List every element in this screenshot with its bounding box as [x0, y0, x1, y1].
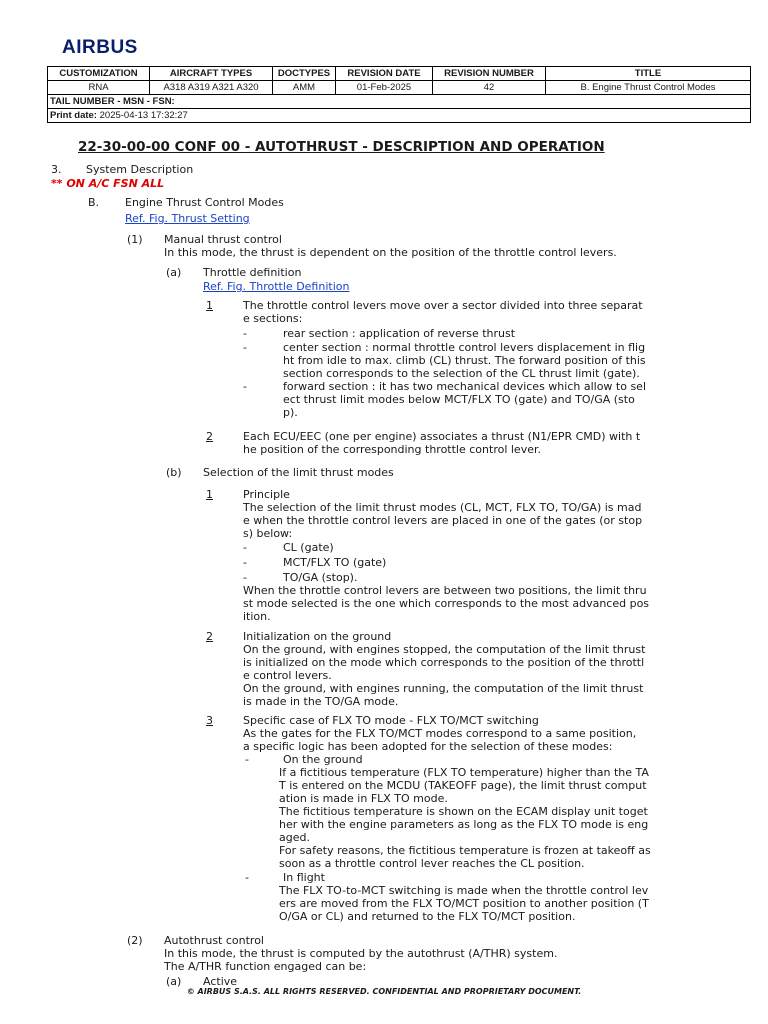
- body-text: e when the throttle control levers are placed in one of the gates (or stop: [243, 514, 643, 527]
- step-number: 2: [206, 630, 213, 643]
- bullet-dash: -: [243, 571, 247, 584]
- bullet-dash: -: [245, 871, 249, 884]
- item-heading: Autothrust control: [164, 934, 264, 947]
- step-heading: Specific case of FLX TO mode - FLX TO/MCT switching: [243, 714, 539, 727]
- body-text: On the ground: [283, 753, 363, 766]
- subitem-heading: Selection of the limit thrust modes: [203, 466, 394, 479]
- body-text: CL (gate): [283, 541, 334, 554]
- body-text: e control levers.: [243, 669, 332, 682]
- body-text: he position of the corresponding throttle control lever.: [243, 443, 541, 456]
- body-text: ht from idle to max. climb (CL) thrust. The forward position of this: [283, 354, 646, 367]
- print-date-row: [48, 109, 751, 123]
- body-text: her with the engine parameters as long as the FLX TO mode is eng: [279, 818, 649, 831]
- body-text: aged.: [279, 831, 310, 844]
- body-text: T is entered on the MCDU (TAKEOFF page), the limit thrust comput: [279, 779, 647, 792]
- section-number: 3.: [51, 163, 62, 176]
- paragraph-heading: Engine Thrust Control Modes: [125, 196, 284, 209]
- body-text: The selection of the limit thrust modes (CL, MCT, FLX TO, TO/GA) is mad: [243, 501, 642, 514]
- col-doctypes: DOCTYPES: [273, 67, 336, 81]
- revision-number-value: 42: [433, 81, 546, 95]
- step-heading: Initialization on the ground: [243, 630, 392, 643]
- body-text: The throttle control levers move over a sector divided into three separat: [243, 299, 643, 312]
- body-text: st mode selected is the one which corresponds to the most advanced pos: [243, 597, 650, 610]
- body-text: As the gates for the FLX TO/MCT modes correspond to a same position,: [243, 727, 637, 740]
- body-text: If a fictitious temperature (FLX TO temperature) higher than the TA: [279, 766, 649, 779]
- body-text: a specific logic has been adopted for the selection of these modes:: [243, 740, 613, 753]
- subitem-heading: Active: [203, 975, 238, 988]
- step-heading: Principle: [243, 488, 290, 501]
- body-text: e sections:: [243, 312, 303, 325]
- ref-throttle-definition-link[interactable]: Ref. Fig. Throttle Definition: [203, 280, 350, 293]
- col-customization: CUSTOMIZATION: [48, 67, 150, 81]
- body-text: The FLX TO-to-MCT switching is made when the throttle control lev: [279, 884, 649, 897]
- item-heading: Manual thrust control: [164, 233, 282, 246]
- body-text: section corresponds to the selection of the CL thrust limit (gate).: [283, 367, 640, 380]
- step-number: 2: [206, 430, 213, 443]
- body-text: s) below:: [243, 527, 293, 540]
- ref-thrust-setting-link[interactable]: Ref. Fig. Thrust Setting: [125, 212, 250, 225]
- body-text: is initialized on the mode which corresponds to the position of the throttl: [243, 656, 645, 669]
- aircraft-types-value: A318 A319 A321 A320: [150, 81, 273, 95]
- body-text: ect thrust limit modes below MCT/FLX TO (gate) and TO/GA (sto: [283, 393, 635, 406]
- bullet-dash: -: [243, 327, 247, 340]
- customization-value: RNA: [48, 81, 150, 95]
- bullet-dash: -: [243, 341, 247, 354]
- subitem-number: (b): [166, 466, 182, 479]
- body-text: In this mode, the thrust is dependent on the position of the throttle control levers.: [164, 246, 617, 259]
- item-number: (2): [127, 934, 143, 947]
- document-header-table: [47, 66, 751, 123]
- body-text: center section : normal throttle control levers displacement in flig: [283, 341, 646, 354]
- bullet-dash: -: [245, 753, 249, 766]
- copyright-footer: © AIRBUS S.A.S. ALL RIGHTS RESERVED. CONFIDENTIAL AND PROPRIETARY DOCUMENT.: [186, 987, 582, 996]
- effectivity-note: ** ON A/C FSN ALL: [51, 177, 165, 190]
- body-text: soon as a throttle control lever reaches the CL position.: [279, 857, 585, 870]
- print-date-value: 2025-04-13 17:32:27: [99, 110, 188, 121]
- subitem-number: (a): [166, 975, 182, 988]
- tail-number-row: TAIL NUMBER - MSN - FSN:: [48, 95, 751, 109]
- body-text: ation is made in FLX TO mode.: [279, 792, 448, 805]
- body-text: On the ground, with engines running, the computation of the limit thrust: [243, 682, 644, 695]
- col-revision-date: REVISION DATE: [336, 67, 433, 81]
- bullet-dash: -: [243, 380, 247, 393]
- item-number: (1): [127, 233, 143, 246]
- subitem-heading: Throttle definition: [203, 266, 302, 279]
- title-value: B. Engine Thrust Control Modes: [546, 81, 751, 95]
- body-text: For safety reasons, the fictitious temperature is frozen at takeoff as: [279, 844, 651, 857]
- print-date-label: Print date:: [50, 110, 97, 121]
- body-text: Each ECU/EEC (one per engine) associates a thrust (N1/EPR CMD) with t: [243, 430, 641, 443]
- step-number: 3: [206, 714, 213, 727]
- revision-date-value: 01-Feb-2025: [336, 81, 433, 95]
- section-heading: System Description: [86, 163, 194, 176]
- body-text: is made in the TO/GA mode.: [243, 695, 399, 708]
- body-text: p).: [283, 406, 298, 419]
- document-title: 22-30-00-00 CONF 00 - AUTOTHRUST - DESCRIPTION AND OPERATION: [78, 139, 605, 155]
- col-revision-number: REVISION NUMBER: [433, 67, 546, 81]
- body-text: When the throttle control levers are between two positions, the limit thru: [243, 584, 647, 597]
- body-text: ition.: [243, 610, 271, 623]
- col-aircraft-types: AIRCRAFT TYPES: [150, 67, 273, 81]
- body-text: MCT/FLX TO (gate): [283, 556, 387, 569]
- body-text: In flight: [283, 871, 325, 884]
- body-text: The A/THR function engaged can be:: [164, 960, 367, 973]
- step-number: 1: [206, 299, 213, 312]
- body-text: ers are moved from the FLX TO/MCT position to another position (T: [279, 897, 649, 910]
- airbus-logo: AIRBUS: [62, 37, 138, 58]
- body-text: TO/GA (stop).: [283, 571, 358, 584]
- paragraph-number: B.: [88, 196, 100, 209]
- col-title: TITLE: [546, 67, 751, 81]
- body-text: forward section : it has two mechanical devices which allow to sel: [283, 380, 647, 393]
- doctype-value: AMM: [273, 81, 336, 95]
- body-text: rear section : application of reverse thrust: [283, 327, 516, 340]
- body-text: The fictitious temperature is shown on the ECAM display unit toget: [279, 805, 648, 818]
- body-text: In this mode, the thrust is computed by the autothrust (A/THR) system.: [164, 947, 558, 960]
- subitem-number: (a): [166, 266, 182, 279]
- bullet-dash: -: [243, 556, 247, 569]
- body-text: On the ground, with engines stopped, the computation of the limit thrust: [243, 643, 646, 656]
- bullet-dash: -: [243, 541, 247, 554]
- body-text: O/GA or CL) and returned to the FLX TO/MCT position.: [279, 910, 576, 923]
- step-number: 1: [206, 488, 213, 501]
